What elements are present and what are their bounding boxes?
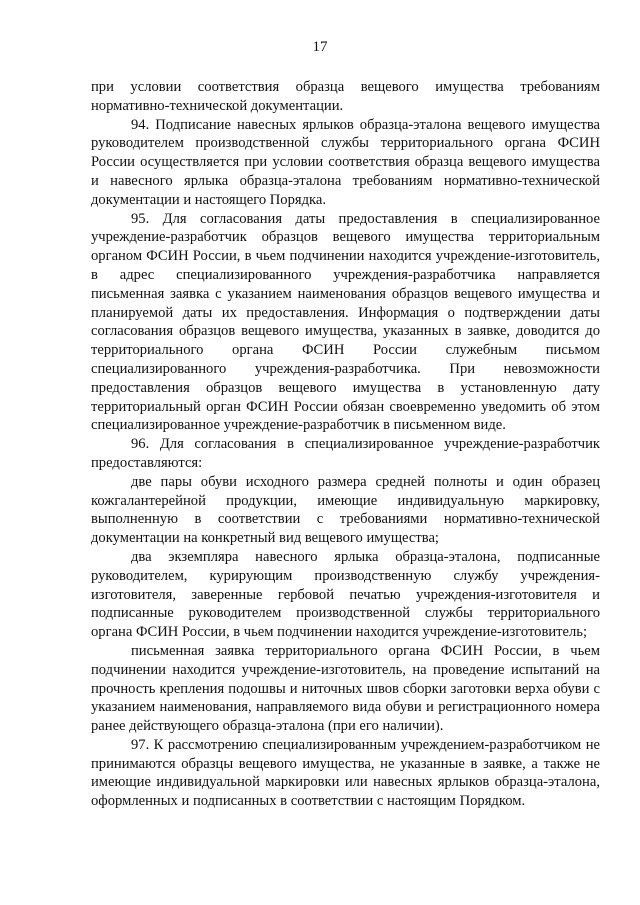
paragraph-97: 97. К рассмотрению специализированным учреждением-разработчиком не принимаются образцы вещевого имущества, не указанные в заявке, а также не имеющие индивидуальной маркировки или навесных ярлыков образца-эталона, оформленных и подписанных в соответствии с настоящим Порядком.: [91, 736, 600, 810]
list-item-request: письменная заявка территориального органа ФСИН России, в чьем подчинении находится учреждение-изготовитель, на проведение испытаний на прочность крепления подошвы и ниточных швов сборки заготовки верха обуви с указанием наименования, направляемого вида обуви и регистрационного номера ранее действующего образца-эталона (при его наличии).: [91, 642, 600, 735]
paragraph-95: 95. Для согласования даты предоставления в специализированное учреждение-разработчик образцов вещевого имущества территориальным органом ФСИН России, в чьем подчинении находится учреждение-изготовитель, в адрес специализированного учреждения-разработчика направляется письменная заявка с указанием наименования образцов вещевого имущества и планируемой даты их предоставления. Информация о подтверждении даты согласования образцов вещевого имущества, указанных в заявке, доводится до территориального органа ФСИН России служебным письмом специализированного учреждения-разработчика. При невозможности предоставления образцов вещевого имущества в установленную дату территориальный орган ФСИН России обязан своевременно уведомить об этом специализированное учреждение-разработчик в письменном виде.: [91, 210, 600, 434]
document-body: [91, 78, 600, 811]
paragraph-continuation: при условии соответствия образца вещевого имущества требованиям нормативно-технической документации.: [91, 79, 600, 114]
paragraph-94: 94. Подписание навесных ярлыков образца-эталона вещевого имущества руководителем производственной службы территориального органа ФСИН России осуществляется при условии соответствия образца вещевого имущества и навесного ярлыка образца-эталона требованиям нормативно-технической документации и настоящего Порядка.: [91, 116, 600, 208]
paragraph-96: 96. Для согласования в специализированное учреждение-разработчик предоставляются:: [91, 436, 600, 471]
list-item-shoes: две пары обуви исходного размера средней полноты и один образец кожгалантерейной продукции, имеющие индивидуальную маркировку, выполненную в соответствии с требованиями нормативно-технической документации на конкретный вид вещевого имущества;: [91, 473, 600, 547]
page-number: 17: [312, 39, 328, 55]
list-item-labels: два экземпляра навесного ярлыка образца-эталона, подписанные руководителем, курирующим производственную службу учреждения-изготовителя, заверенные гербовой печатью учреждения-изготовителя и подписанные руководителем производственной службы территориального органа ФСИН России, в чьем подчинении находится учреждение-изготовитель;: [91, 548, 600, 641]
